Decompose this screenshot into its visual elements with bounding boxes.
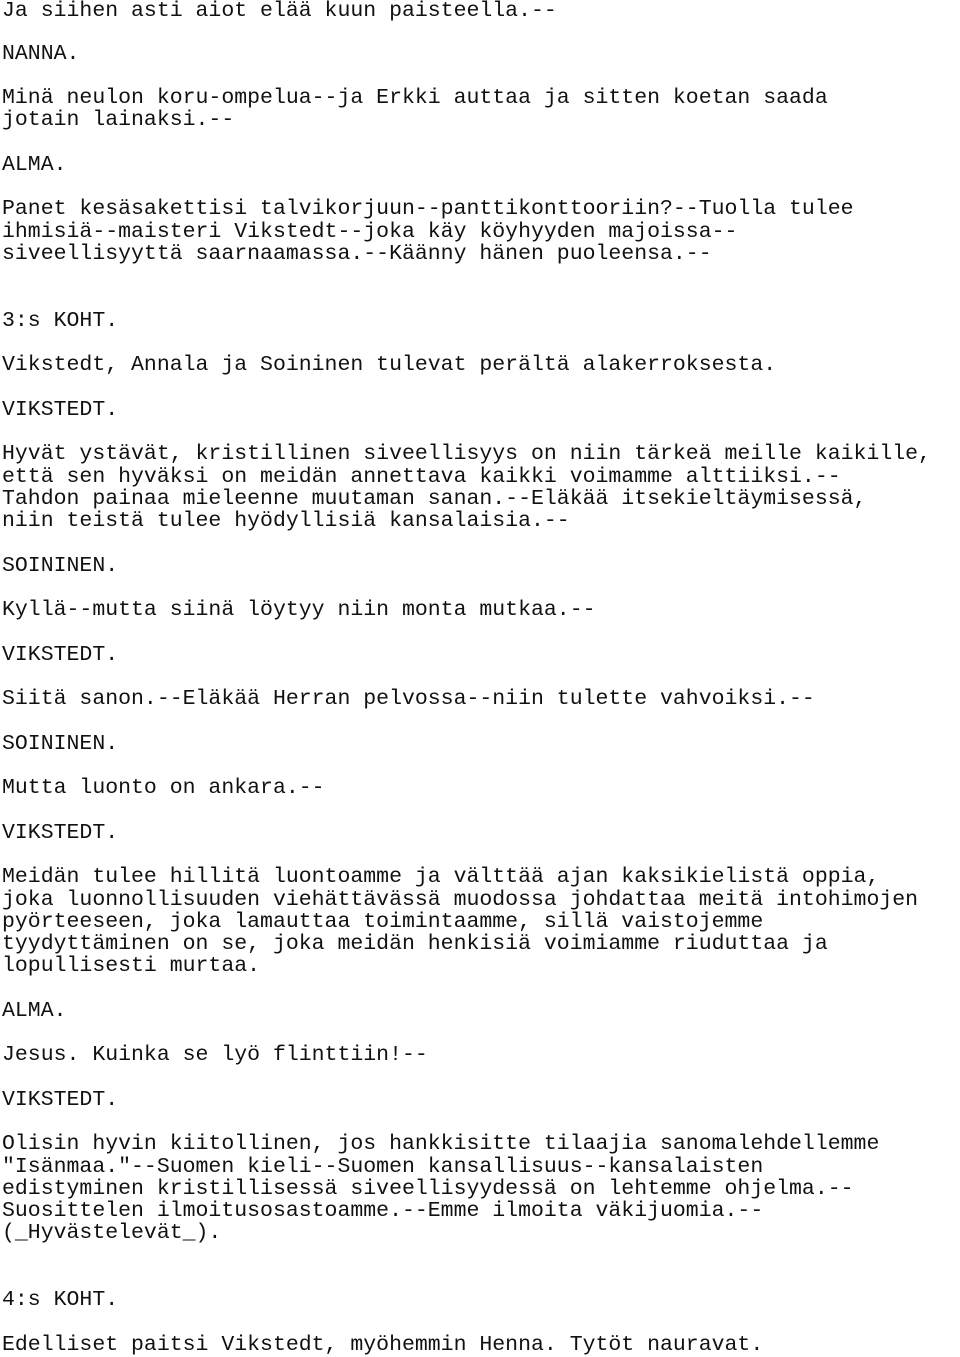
speaker-name: ALMA. [2,153,67,177]
text-line: Hyvät ystävät, kristillinen siveellisyys on niin tärkeä meille kaikille, [2,442,931,466]
text-line: lopullisesti murtaa. [2,954,261,978]
text-line: Kyllä--mutta siinä löytyy niin monta mutkaa.-- [2,598,596,622]
scene-heading: 3:s KOHT. [2,309,119,333]
stage-direction: Vikstedt, Annala ja Soininen tulevat perältä alakerroksesta. [2,353,777,377]
stage-direction: Edelliset paitsi Vikstedt, myöhemmin Henna. Tytöt nauravat. [2,1333,764,1357]
text-line: Meidän tulee hillitä luontoamme ja välttää ajan kaksikielistä oppia, [2,865,880,889]
speaker-name: SOININEN. [2,732,119,756]
speaker-name: VIKSTEDT. [2,398,119,422]
speaker-name: SOININEN. [2,554,119,578]
text-line: Minä neulon koru-ompelua--ja Erkki auttaa ja sitten koetan saada [2,86,828,110]
text-line: edistyminen kristillisessä siveellisyydessä on lehtemme ohjelma.-- [2,1177,854,1201]
text-line: Ja siihen asti aiot elää kuun paisteella.-- [2,0,557,23]
text-line: että sen hyväksi on meidän annettava kaikki voimamme alttiiksi.-- [2,465,841,489]
scene-heading: 4:s KOHT. [2,1288,119,1312]
speaker-name: ALMA. [2,999,67,1023]
text-line: pyörteeseen, joka lamauttaa toimintaamme, sillä vaistojemme [2,910,764,934]
text-line: Tahdon painaa mieleenne muutaman sanan.--Eläkää itsekieltäymisessä, [2,487,867,511]
text-line: jotain lainaksi.-- [2,108,235,132]
text-line: siveellisyyttä saarnaamassa.--Käänny hänen puoleensa.-- [2,242,712,266]
text-line: niin teistä tulee hyödyllisiä kansalaisia.-- [2,509,570,533]
text-line: Jesus. Kuinka se lyö flinttiin!-- [2,1043,428,1067]
text-line: Olisin hyvin kiitollinen, jos hankkisitte tilaajia sanomalehdellemme [2,1132,880,1156]
text-line: Siitä sanon.--Eläkää Herran pelvossa--niin tulette vahvoiksi.-- [2,687,815,711]
text-line: Suosittelen ilmoitusosastoamme.--Emme ilmoita väkijuomia.-- [2,1199,764,1223]
text-line: Mutta luonto on ankara.-- [2,776,325,800]
speaker-name: NANNA. [2,42,80,66]
speaker-name: VIKSTEDT. [2,643,119,667]
speaker-name: VIKSTEDT. [2,821,119,845]
text-line: "Isänmaa."--Suomen kieli--Suomen kansallisuus--kansalaisten [2,1155,764,1179]
text-line: Panet kesäsakettisi talvikorjuun--panttikonttooriin?--Tuolla tulee [2,197,854,221]
text-line: ihmisiä--maisteri Vikstedt--joka käy köyhyyden majoissa-- [2,220,738,244]
speaker-name: VIKSTEDT. [2,1088,119,1112]
text-line: tyydyttäminen on se, joka meidän henkisiä voimiamme riuduttaa ja [2,932,828,956]
text-line: joka luonnollisuuden viehättävässä muodossa johdattaa meitä intohimojen [2,888,919,912]
stage-direction: (_Hyvästelevät_). [2,1221,222,1245]
